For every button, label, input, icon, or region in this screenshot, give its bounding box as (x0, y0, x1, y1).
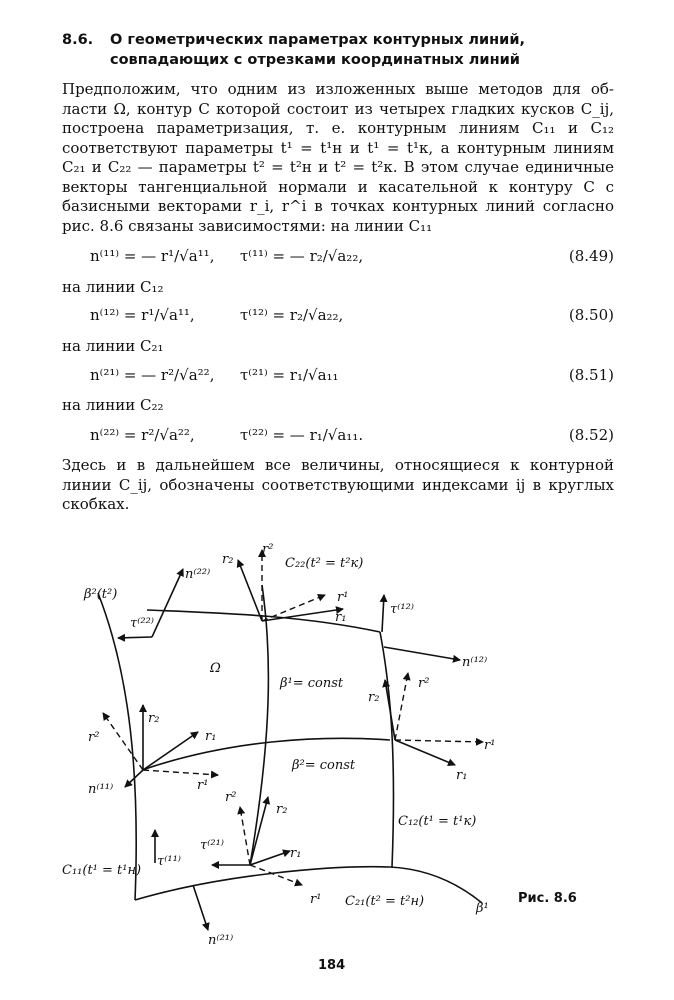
equation-tangent: τ⁽¹¹⁾ = — r₂/√a₂₂, (240, 247, 364, 265)
label-r1sup-left: r¹ (197, 778, 209, 793)
equation-8-52 (62, 426, 614, 452)
equation-number: (8.52) (568, 426, 614, 444)
label-c21: C₂₁(t² = t²н) (345, 894, 425, 909)
paragraph-line: построена параметризация, т. е. контурным линиям C₁₁ и C₁₂ (62, 119, 614, 137)
equation-tangent: τ⁽²¹⁾ = r₁/√a₁₁ (240, 366, 339, 384)
equation-normal: n⁽²¹⁾ = — r²/√a²², (90, 366, 215, 384)
contour-c11 (98, 593, 136, 900)
label-r2sup-right: r² (418, 676, 430, 691)
label-beta1-const: β¹= const (280, 676, 344, 691)
label-n22: n⁽²²⁾ (185, 567, 211, 582)
label-n11: n⁽¹¹⁾ (88, 782, 114, 797)
figure-8-6 (0, 535, 674, 948)
equation-normal: n⁽¹¹⁾ = — r¹/√a¹¹, (90, 247, 215, 265)
paragraph-line: ласти Ω, контур C которой состоит из четырех гладких кусков C_ij, (62, 99, 614, 118)
equation-8-51 (62, 366, 614, 392)
label-r1-left: r₁ (205, 729, 217, 744)
section-title-line2: совпадающих с отрезками координатных линий (110, 52, 520, 68)
line-label: на линии C₁₂ (62, 278, 164, 296)
label-r1sup-bottom: r¹ (310, 892, 322, 907)
equation-8-50 (62, 306, 614, 332)
section-number: 8.6. (62, 32, 94, 48)
label-r1sup-right: r¹ (484, 738, 496, 753)
paragraph-line: соответствуют параметры t¹ = t¹н и t¹ = t¹к, а контурным линиям (62, 138, 614, 157)
contour-c21 (135, 867, 482, 903)
label-r1-top: r₁ (335, 610, 347, 625)
label-r1sup-top: r¹ (337, 590, 349, 605)
label-n12: n⁽¹²⁾ (462, 655, 488, 670)
paragraph-line: C₂₁ и C₂₂ — параметры t² = t²н и t² = t²к. В этом случае единичные (62, 158, 614, 176)
equation-normal: n⁽²²⁾ = r²/√a²², (90, 426, 195, 444)
label-beta2-const: β²= const (292, 758, 356, 773)
label-n21: n⁽²¹⁾ (208, 933, 234, 948)
paragraph-line: Здесь и в дальнейшем все величины, относящиеся к контурной (62, 456, 614, 474)
contour-c12 (380, 632, 394, 867)
label-omega: Ω (210, 661, 221, 676)
equation-tangent: τ⁽²²⁾ = — r₁/√a₁₁. (240, 426, 364, 444)
label-r1-bottom: r₁ (290, 846, 302, 861)
label-tau12: τ⁽¹²⁾ (390, 602, 415, 617)
paragraph-notation (62, 456, 614, 515)
section-title-line1: О геометрических параметрах контурных линий, (110, 32, 525, 48)
label-r2sup-left: r² (88, 730, 100, 745)
label-r2-bottom: r₂ (276, 802, 288, 817)
line-label: на линии C₂₁ (62, 337, 164, 355)
equation-number: (8.51) (568, 366, 614, 384)
label-c22: C₂₂(t² = t²к) (285, 556, 364, 571)
label-tau22: τ⁽²²⁾ (130, 616, 155, 631)
equation-tangent: τ⁽¹²⁾ = r₂/√a₂₂, (240, 306, 344, 324)
label-beta1-bottom: β¹ (476, 901, 489, 916)
label-r2-right: r₂ (368, 690, 380, 705)
equation-number: (8.50) (568, 306, 614, 324)
label-c11: C₁₁(t¹ = t¹н) (62, 863, 142, 878)
section-heading (62, 30, 622, 70)
label-r2sup-top: r² (262, 542, 274, 557)
label-c12: C₁₂(t¹ = t¹к) (398, 814, 477, 829)
page-number: 184 (318, 958, 346, 973)
paragraph-line: рис. 8.6 связаны зависимостями: на линии C₁₁ (62, 216, 433, 235)
paragraph-line: Предположим, что одним из изложенных выше методов для об- (62, 80, 614, 98)
beta1-const-line (250, 585, 268, 865)
label-tau21: τ⁽²¹⁾ (200, 838, 225, 853)
paragraph-line: линии C_ij, обозначены соответствующими индексами ij в круглых (62, 475, 614, 494)
figure-caption: Рис. 8.6 (518, 891, 577, 906)
equation-8-49 (62, 247, 614, 273)
paragraph-line: базисными векторами r_i, r^i в точках контурных линий согласно (62, 197, 614, 215)
label-r2-left: r₂ (148, 711, 160, 726)
paragraph-intro (62, 80, 614, 236)
paragraph-line: векторы тангенциальной нормали и касательной к контуру C с (62, 177, 614, 196)
paragraph-line: скобках. (62, 495, 130, 513)
label-beta2-left: β²(t²) (84, 587, 118, 602)
label-tau11: τ⁽¹¹⁾ (157, 854, 182, 869)
equation-normal: n⁽¹²⁾ = r¹/√a¹¹, (90, 306, 195, 324)
label-r2sup-bottom: r² (225, 790, 237, 805)
line-label: на линии C₂₂ (62, 396, 164, 414)
label-r2-top: r₂ (222, 552, 234, 567)
equation-number: (8.49) (568, 247, 614, 265)
label-r1-right: r₁ (456, 768, 468, 783)
